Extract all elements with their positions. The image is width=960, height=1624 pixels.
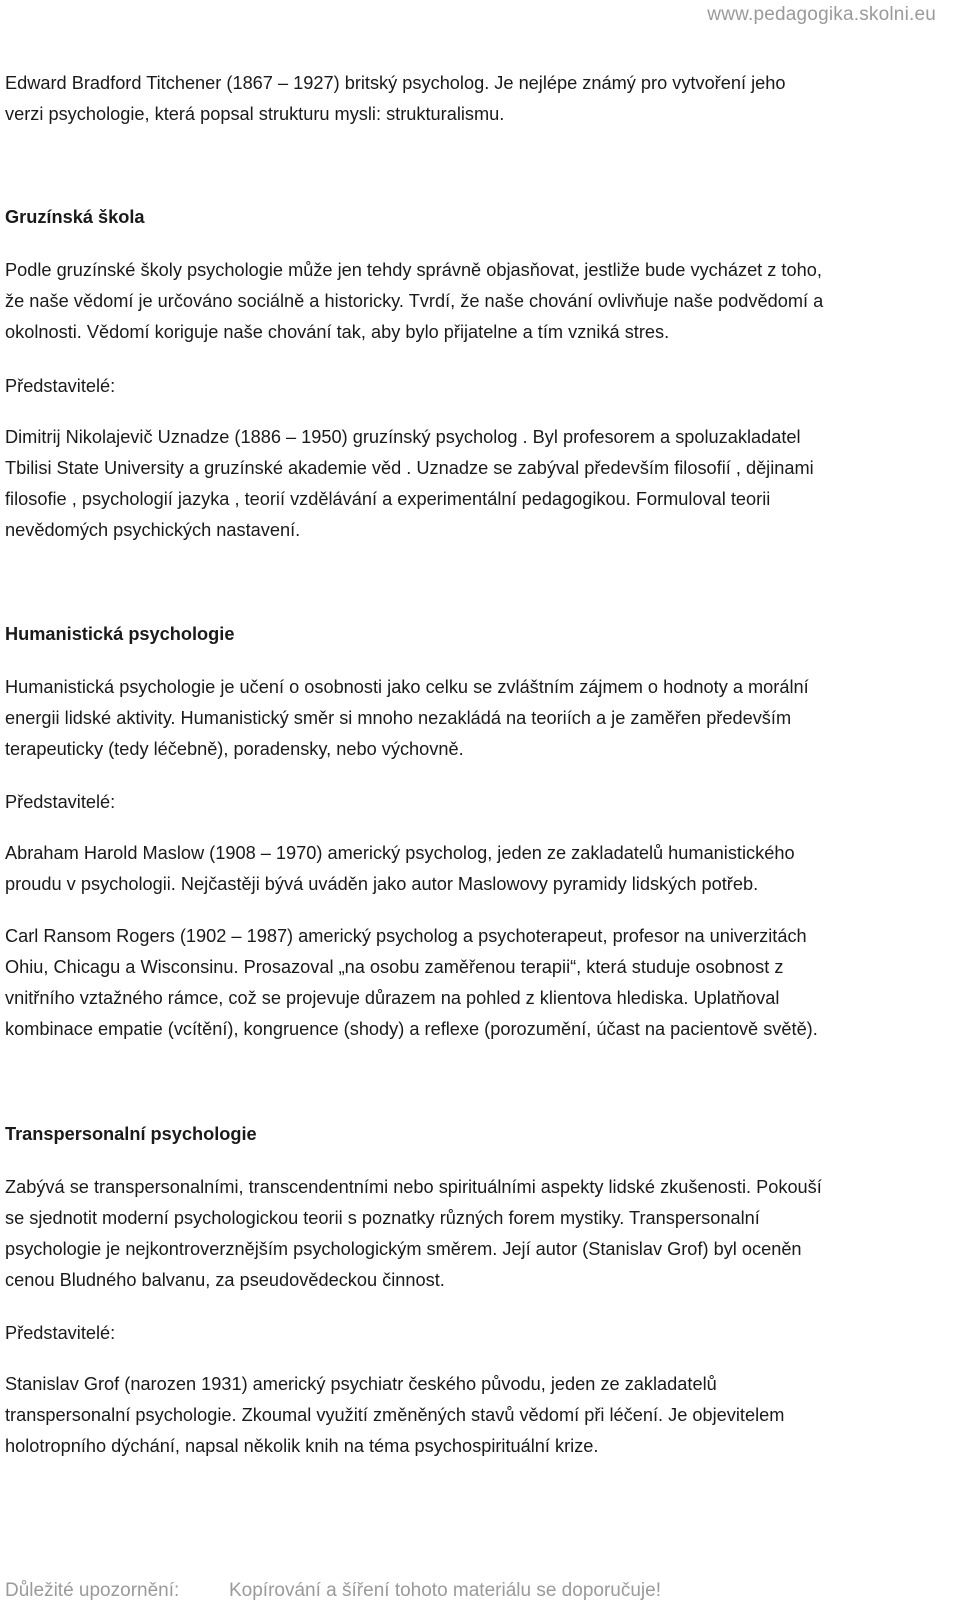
footer-notice — [5, 1580, 661, 1602]
humanistic-representatives-label — [5, 787, 940, 818]
text-line: psychologie je nejkontroverznějším psychologickým směrem. Její autor (Stanislav Grof) byl oceněn — [5, 1239, 802, 1259]
footer-notice-label: Důležité upozornění: — [5, 1580, 180, 1601]
footer-notice-text: Kopírování a šíření tohoto materiálu se doporučuje! — [229, 1580, 661, 1601]
text-line: Humanistická psychologie je učení o osobnosti jako celku se zvláštním zájmem o hodnoty a morální — [5, 677, 809, 697]
text-line: Zabývá se transpersonalními, transcendentními nebo spirituálními aspekty lidské zkušenosti. Pokouší — [5, 1177, 822, 1197]
text-line: Podle gruzínské školy psychologie může jen tehdy správně objasňovat, jestliže bude vycházet z toho, — [5, 260, 822, 280]
text-line: holotropního dýchání, napsal několik knih na téma psychospirituální krize. — [5, 1436, 599, 1456]
text-line: se sjednotit moderní psychologickou teorii s poznatky různých forem mystiky. Transpersonalní — [5, 1208, 760, 1228]
maslow-paragraph — [5, 838, 940, 900]
text-line: vnitřního vztažného rámce, což se projevuje důrazem na pohled z klientova hlediska. Uplatňoval — [5, 988, 780, 1008]
georgian-body — [5, 255, 940, 348]
text-line: Stanislav Grof (narozen 1931) americký psychiatr českého původu, jeden ze zakladatelů — [5, 1374, 717, 1394]
text-line: cenou Bludného balvanu, za pseudovědeckou činnost. — [5, 1270, 445, 1290]
section-heading: Humanistická psychologie — [5, 624, 235, 644]
section-humanistic — [5, 619, 940, 650]
text-line: že naše vědomí je určováno sociálně a historicky. Tvrdí, že naše chování ovlivňuje naše podvědomí a — [5, 291, 824, 311]
transpersonal-representatives-label — [5, 1318, 940, 1349]
representatives-label: Představitelé: — [5, 792, 116, 812]
text-line: transpersonalní psychologie. Zkoumal využití změněných stavů vědomí při léčení. Je objevitelem — [5, 1405, 785, 1425]
representatives-label: Představitelé: — [5, 376, 116, 396]
intro-paragraph — [5, 68, 940, 130]
representatives-label: Představitelé: — [5, 1323, 116, 1343]
text-line: verzi psychologie, která popsal strukturu mysli: strukturalismu. — [5, 104, 505, 124]
transpersonal-body — [5, 1172, 940, 1296]
georgian-representatives-label — [5, 371, 940, 402]
text-line: Abraham Harold Maslow (1908 – 1970) americký psycholog, jeden ze zakladatelů humanistického — [5, 843, 795, 863]
section-transpersonal — [5, 1119, 940, 1150]
humanistic-body — [5, 672, 940, 765]
text-line: Edward Bradford Titchener (1867 – 1927) britský psycholog. Je nejlépe známý pro vytvoření jeho — [5, 73, 786, 93]
text-line: Carl Ransom Rogers (1902 – 1987) americký psycholog a psychoterapeut, profesor na univerzitách — [5, 926, 807, 946]
text-line: okolnosti. Vědomí koriguje naše chování tak, aby bylo přijatelne a tím vzniká stres. — [5, 322, 670, 342]
rogers-paragraph — [5, 921, 940, 1045]
site-url: www.pedagogika.skolni.eu — [707, 4, 936, 25]
grof-paragraph — [5, 1369, 940, 1462]
text-line: Tbilisi State University a gruzínské akademie věd . Uznadze se zabýval především filosofií , dějinami — [5, 458, 814, 478]
section-heading: Transpersonalní psychologie — [5, 1124, 257, 1144]
text-line: Dimitrij Nikolajevič Uznadze (1886 – 1950) gruzínský psycholog . Byl profesorem a spoluzakladatel — [5, 427, 801, 447]
text-line: nevědomých psychických nastavení. — [5, 520, 301, 540]
text-line: terapeuticky (tedy léčebně), poradensky, nebo výchovně. — [5, 739, 464, 759]
text-line: kombinace empatie (vcítění), kongruence (shody) a reflexe (porozumění, účast na pacientově světě). — [5, 1019, 818, 1039]
text-line: Ohiu, Chicagu a Wisconsinu. Prosazoval „na osobu zaměřenou terapii“, která studuje osobnost z — [5, 957, 784, 977]
text-line: filosofie , psychologií jazyka , teorií vzdělávání a experimentální pedagogikou. Formuloval teorii — [5, 489, 771, 509]
section-heading: Gruzínská škola — [5, 207, 145, 227]
uznadze-paragraph — [5, 422, 940, 546]
section-georgian — [5, 202, 940, 233]
text-line: proudu v psychologii. Nejčastěji bývá uváděn jako autor Maslowovy pyramidy lidských potřeb. — [5, 874, 759, 894]
text-line: energii lidské aktivity. Humanistický směr si mnoho nezakládá na teoriích a je zaměřen především — [5, 708, 792, 728]
